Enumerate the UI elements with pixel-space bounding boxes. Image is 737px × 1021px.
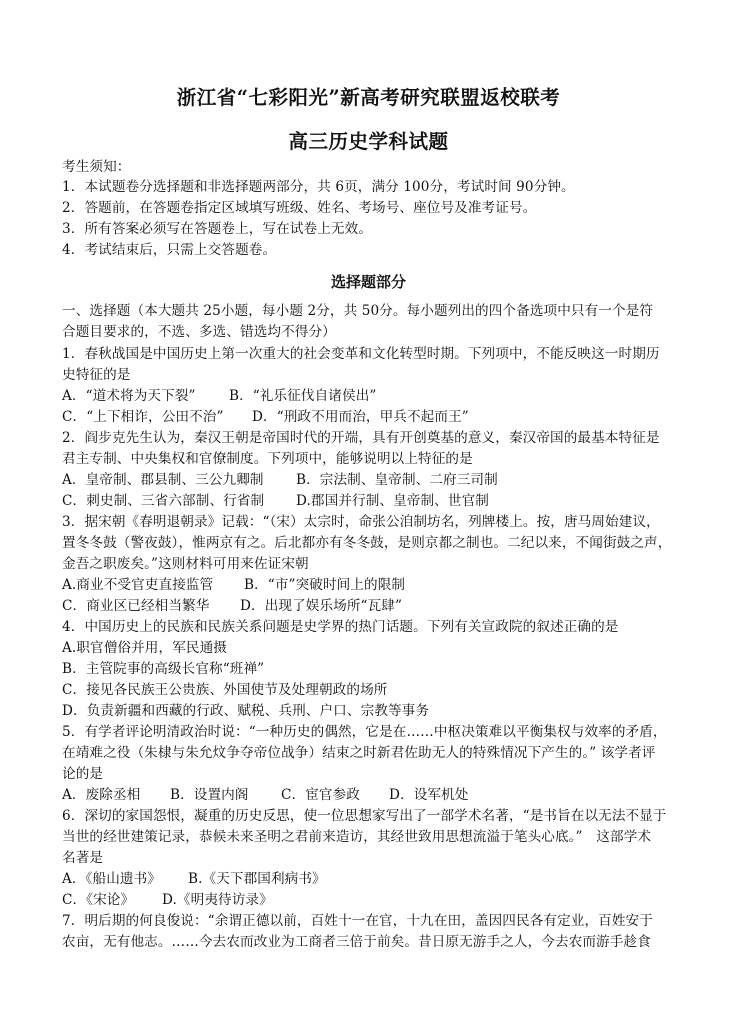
option-d: D.郡国并行制、皇帝制、世官制 bbox=[296, 493, 489, 509]
option-a: A．“道术将为天下裂” bbox=[62, 388, 196, 404]
notice-item: 2．答题前，在答题卷指定区域填写班级、姓名、考场号、座位号及准考证号。 bbox=[62, 200, 537, 216]
option-d: D．设军机处 bbox=[389, 787, 469, 803]
question-stem: 史特征的是 bbox=[62, 367, 131, 383]
question-stem: 置冬冬鼓（警夜鼓），惟两京有之。后北都亦有冬冬鼓，是则京都之制也。二纪以来，不闻街鼓之声， bbox=[62, 535, 672, 551]
option-c: C．《宋论》 bbox=[62, 892, 135, 908]
option-d: D．出现了娱乐场所“瓦肆” bbox=[240, 598, 403, 614]
option-c: C．“上下相诈，公田不治” bbox=[62, 409, 224, 425]
option-a: A.职官僧俗并用，军民通摄 bbox=[62, 640, 227, 656]
question-stem: 名著是 bbox=[62, 850, 104, 866]
option-c: C．商业区已经相当繁华 bbox=[62, 598, 210, 614]
notice-item: 4．考试结束后，只需上交答题卷。 bbox=[62, 242, 277, 258]
option-row bbox=[62, 890, 273, 910]
option-d: D．负责新疆和西藏的行政、赋税、兵刑、户口、宗教等事务 bbox=[62, 703, 430, 719]
question-stem: 当世的经世建策记录，恭候未来圣明之君前来造访，其经世致用思想流溢于笔头心底。” 这部学术 bbox=[62, 829, 652, 845]
question-stem: 君主专制、中央集权和官僚制度。下列项中，能够说明以上特征的是 bbox=[62, 451, 473, 467]
question-stem: 论的是 bbox=[62, 766, 104, 782]
option-a: A．皇帝制、郡县制、三公九卿制 bbox=[62, 472, 264, 488]
question-stem: 6．深切的家国怨恨，凝重的历史反思，使一位思想家写出了一部学术名著，“是书旨在以无法不显于 bbox=[62, 808, 667, 824]
option-b: B．设置内阁 bbox=[170, 787, 249, 803]
option-b: B．主管院事的高级长官称“班禅” bbox=[62, 661, 265, 677]
option-row bbox=[62, 575, 405, 595]
option-c: C．接见各民族王公贵族、外国使节及处理朝政的场所 bbox=[62, 682, 388, 698]
notice-heading: 考生须知： bbox=[62, 159, 131, 175]
option-a: A．废除丞相 bbox=[62, 787, 141, 803]
option-a: A.商业不受官吏直接监管 bbox=[62, 577, 214, 593]
option-b: B．“礼乐征伐自诸侯出” bbox=[229, 388, 377, 404]
notice-item: 3．所有答案必须写在答题卷上，写在试卷上无效。 bbox=[62, 221, 373, 237]
option-a: A．《船山遗书》 bbox=[62, 871, 161, 887]
exam-title: 浙江省“七彩阳光”新高考研究联盟返校联考 bbox=[176, 86, 561, 109]
question-stem: 2．阎步克先生认为，秦汉王朝是帝国时代的开端，具有开创奠基的意义，秦汉帝国的最基本特征是 bbox=[62, 430, 660, 446]
option-row bbox=[62, 407, 469, 427]
option-d: D.《明夷待访录》 bbox=[162, 892, 273, 908]
question-stem: 1．春秋战国是中国历史上第一次重大的社会变革和文化转型时期。下列项中，不能反映这一时期历 bbox=[62, 346, 660, 362]
question-stem: 农亩，无有他志。……今去农而改业为工商者三倍于前矣。昔日原无游手之人，今去农而游手趁食 bbox=[62, 934, 651, 950]
option-b: B.《天下郡国利病书》 bbox=[188, 871, 326, 887]
question-stem: 金吾之职废矣。”这则材料可用来佐证宋朝 bbox=[62, 556, 309, 572]
option-row bbox=[62, 869, 326, 889]
exam-subject-title: 高三历史学科试题 bbox=[288, 130, 449, 153]
question-stem: 7．明后期的何良俊说：“余谓正德以前，百姓十一在官，十九在田，盖因四民各有定业，百姓安于 bbox=[62, 913, 653, 929]
option-c: C．宦官参政 bbox=[281, 787, 360, 803]
option-d: D．“刑政不用而治，甲兵不起而王” bbox=[252, 409, 469, 425]
option-row bbox=[62, 386, 376, 406]
instruction-line: 合题目要求的，不选、多选、错选均不得分） bbox=[62, 324, 336, 340]
option-row bbox=[62, 785, 468, 805]
option-row bbox=[62, 470, 498, 490]
instruction-line: 一、选择题（本大题共 25小题，每小题 2分，共 50分。每小题列出的四个备选项中只有一个是符 bbox=[62, 303, 654, 319]
question-stem: 3．据宋朝《春明退朝录》记载：“（宋）太宗时，命张公洎制坊名，列牌楼上。按，唐马周始建议， bbox=[62, 514, 660, 530]
option-b: B．宗法制、皇帝制、二府三司制 bbox=[296, 472, 498, 488]
option-row bbox=[62, 491, 489, 511]
question-stem: 4．中国历史上的民族和民族关系问题是史学界的热门话题。下列有关宣政院的叙述正确的是 bbox=[62, 619, 619, 635]
section-title: 选择题部分 bbox=[330, 273, 406, 291]
question-stem: 在靖难之役（朱棣与朱允炆争夺帝位战争）结束之时新君佐助无人的特殊情况下产生的。” 该学者评 bbox=[62, 745, 656, 761]
option-row bbox=[62, 596, 402, 616]
option-b: B．“市”突破时间上的限制 bbox=[244, 577, 406, 593]
question-stem: 5．有学者评论明清政治时说：“一种历史的偶然，它是在……中枢决策难以平衡集权与效率的矛盾， bbox=[62, 724, 667, 740]
option-c: C．刺史制、三省六部制、行省制 bbox=[62, 493, 265, 509]
notice-item: 1．本试题卷分选择题和非选择题两部分，共 6页，满分 100分，考试时间 90分钟。 bbox=[62, 179, 575, 195]
